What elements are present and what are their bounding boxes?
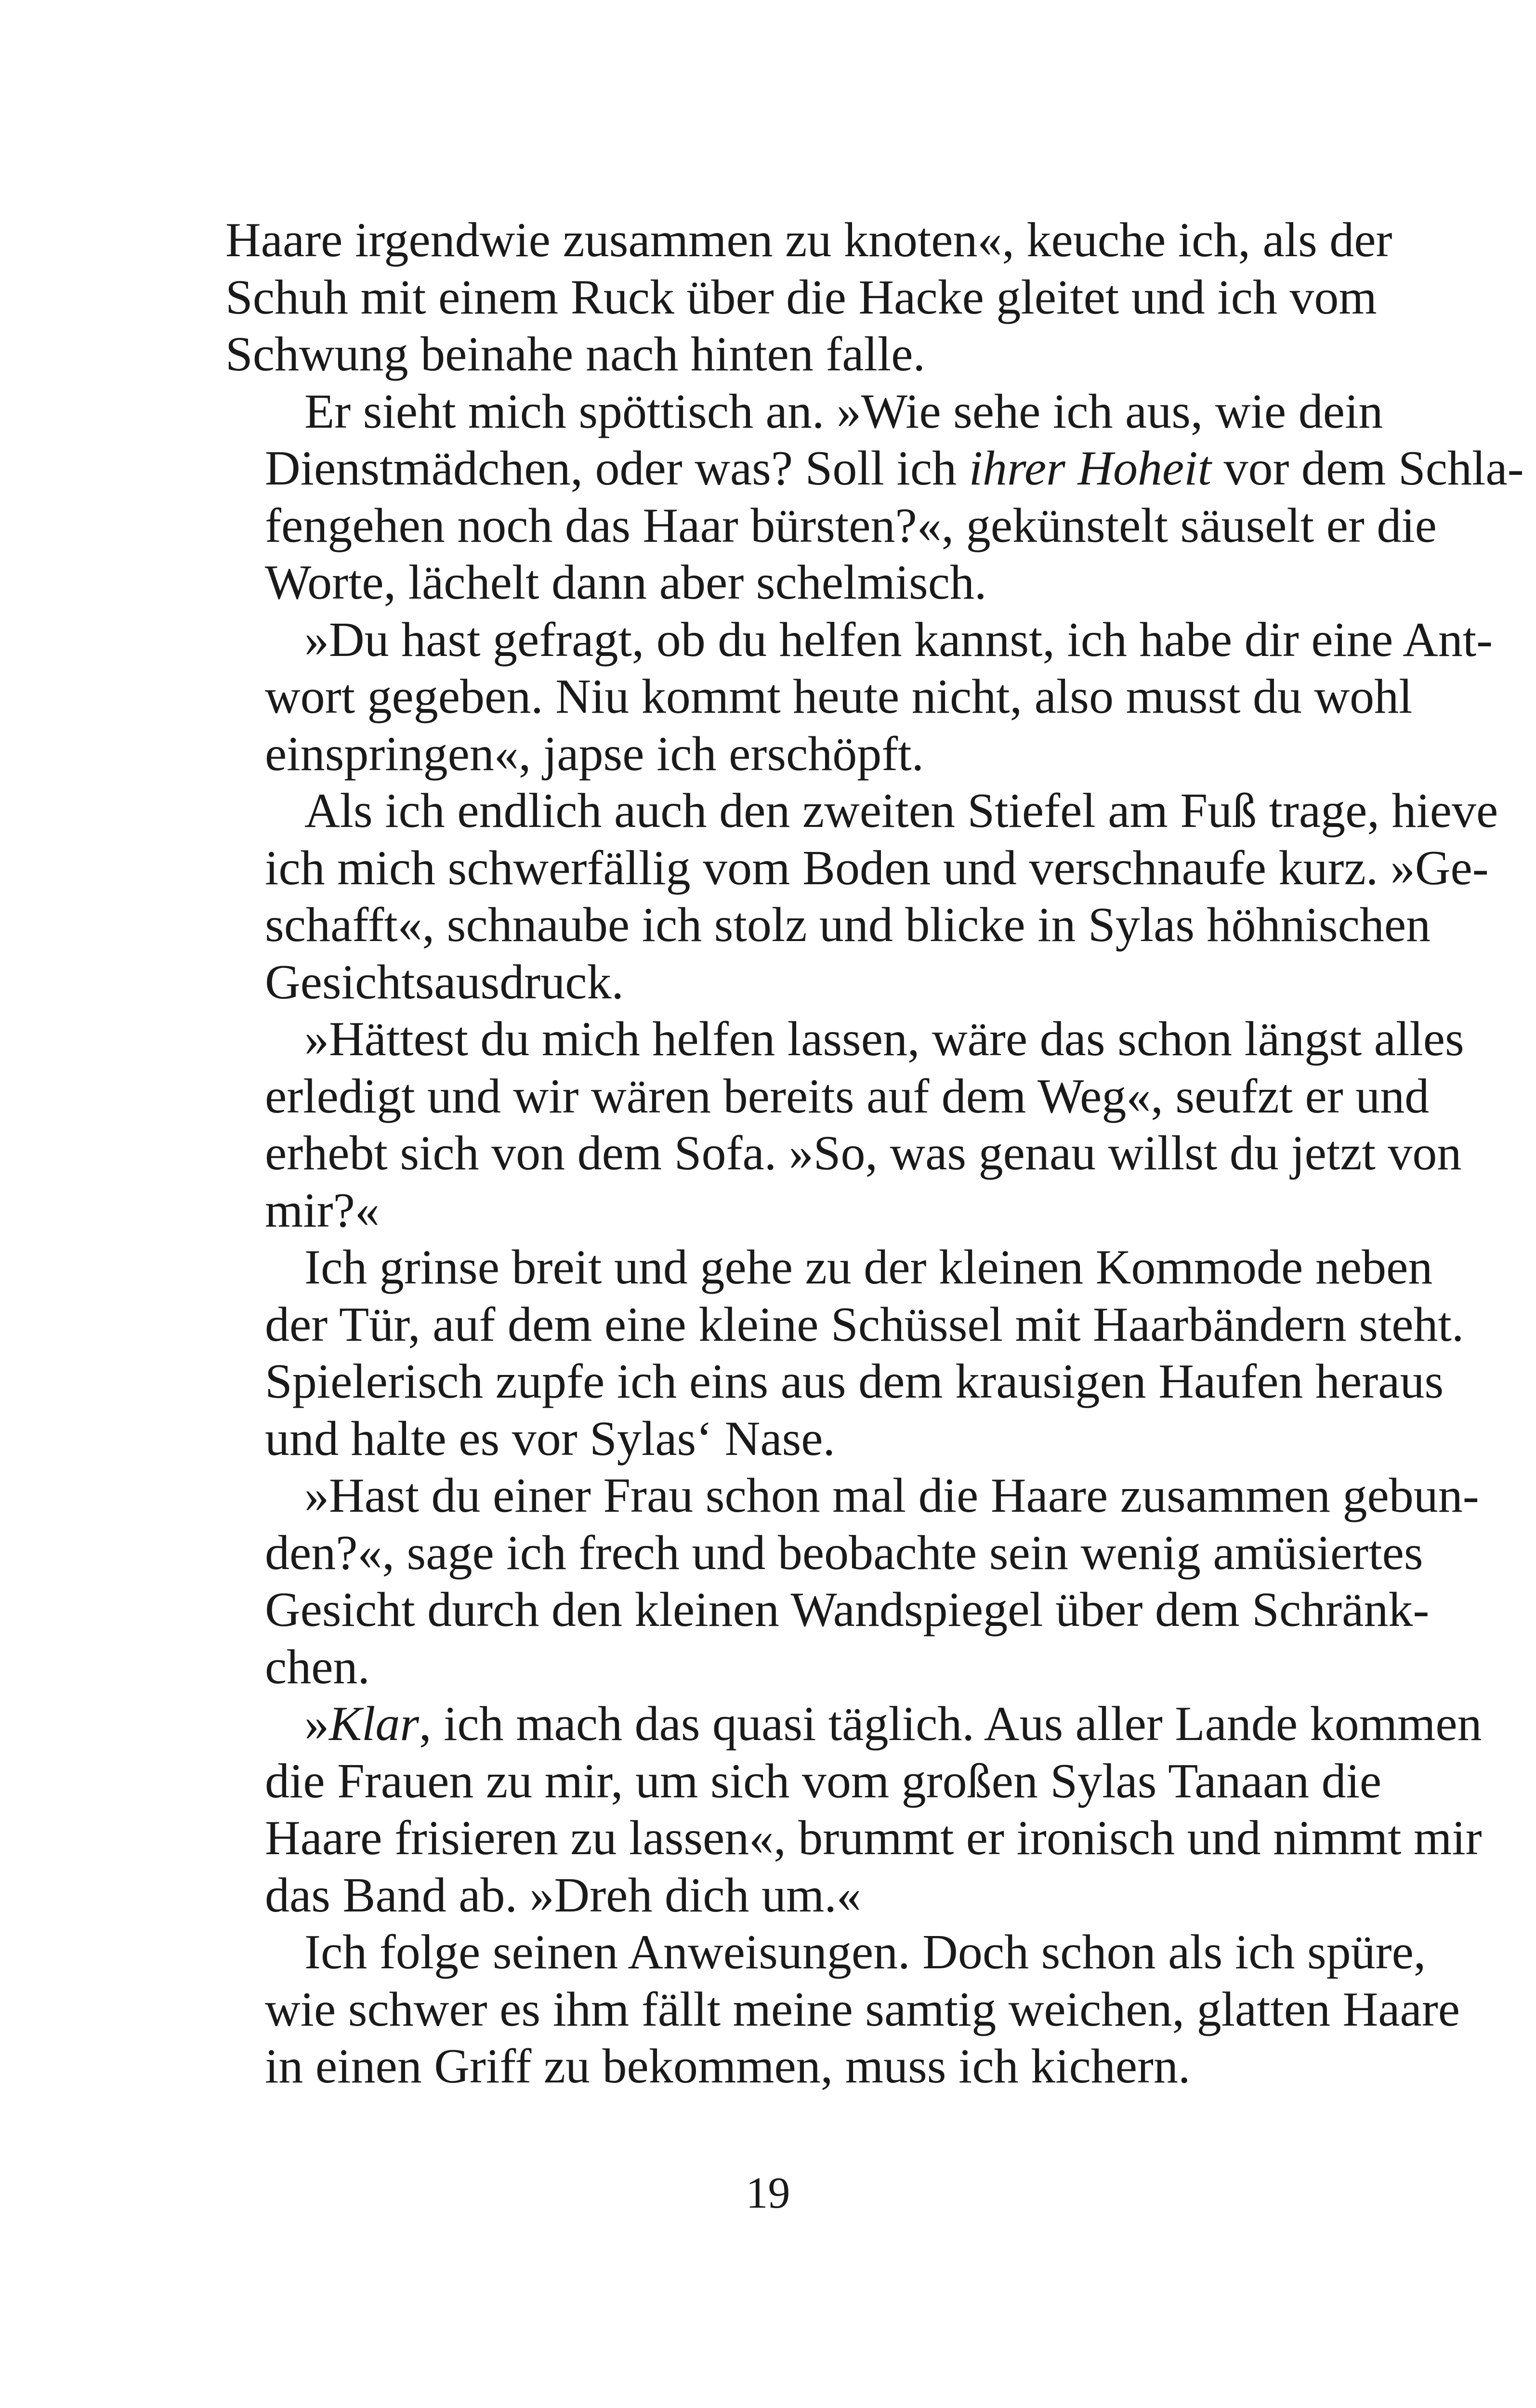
text-line: Haare frisieren zu lassen«, brummt er ironisch und nimmt mir — [265, 1811, 1482, 1865]
text-line: erhebt sich von dem Sofa. »So, was genau willst du jetzt von — [265, 1126, 1462, 1180]
text-line: Ich grinse breit und gehe zu der kleinen Kommode neben — [304, 1240, 1433, 1295]
text-line: Worte, lächelt dann aber schelmisch. — [265, 555, 987, 610]
text-line: Gesichtsausdruck. — [265, 955, 624, 1009]
italic-phrase: ihrer Hoheit — [969, 441, 1211, 496]
text-line: chen. — [265, 1639, 370, 1694]
text-line: Als ich endlich auch den zweiten Stiefel am Fuß trage, hieve — [304, 784, 1498, 838]
text-line: »Du hast gefragt, ob du helfen kannst, ich habe dir eine Ant- — [304, 612, 1493, 667]
text-line: der Tür, auf dem eine kleine Schüssel mit Haarbändern steht. — [265, 1297, 1464, 1352]
text-line: die Frauen zu mir, um sich vom großen Sylas Tanaan die — [265, 1754, 1382, 1808]
page-number: 19 — [746, 2168, 790, 2217]
text-line: schafft«, schnaube ich stolz und blicke in Sylas höhnischen — [265, 898, 1431, 952]
text-line: und halte es vor Sylas‘ Nase. — [265, 1411, 836, 1466]
paragraph-5 — [225, 1011, 1464, 1239]
text-line: mir?« — [265, 1183, 380, 1238]
text-line: Er sieht mich spöttisch an. »Wie sehe ich aus, wie dein — [304, 384, 1383, 439]
text-line: »Hättest du mich helfen lassen, wäre das schon längst alles — [304, 1012, 1464, 1066]
text-line: wie schwer es ihm fällt meine samtig weichen, glatten Haare — [265, 1982, 1460, 2037]
text-segment: » — [304, 1697, 329, 1751]
text-line: fengehen noch das Haar bürsten?«, gekünstelt säuselt er die — [265, 498, 1437, 553]
text-segment: , ich mach das quasi täglich. Aus aller Lande kommen — [419, 1697, 1482, 1751]
paragraph-4 — [225, 783, 1498, 1011]
paragraph-8 — [225, 1696, 1482, 1924]
text-segment: vor dem Schla- — [1211, 441, 1524, 496]
text-line: Spielerisch zupfe ich eins aus dem krausigen Haufen heraus — [265, 1354, 1444, 1409]
text-line: in einen Griff zu bekommen, muss ich kichern. — [265, 2039, 1191, 2094]
paragraph-6 — [225, 1239, 1464, 1467]
text-line: Gesicht durch den kleinen Wandspiegel über dem Schränk- — [265, 1583, 1430, 1637]
paragraph-1 — [225, 212, 1392, 383]
text-line: den?«, sage ich frech und beobachte sein wenig amüsiertes — [265, 1525, 1423, 1580]
paragraph-3 — [225, 612, 1493, 783]
text-line: ich mich schwerfällig vom Boden und verschnaufe kurz. »Ge- — [265, 840, 1489, 895]
paragraph-7 — [225, 1467, 1479, 1696]
text-line: »Hast du einer Frau schon mal die Haare zusammen gebun- — [304, 1468, 1479, 1523]
paragraph-9 — [225, 1924, 1460, 2095]
text-line: einspringen«, japse ich erschöpft. — [265, 726, 924, 781]
text-line — [225, 440, 1524, 497]
text-line: Haare irgendwie zusammen zu knoten«, keuche ich, als der — [225, 213, 1392, 267]
paragraph-2 — [225, 383, 1524, 612]
italic-phrase: Klar — [329, 1697, 420, 1751]
body-text — [225, 212, 1524, 2095]
text-line: Schwung beinahe nach hinten falle. — [225, 327, 926, 381]
text-line — [225, 1696, 1482, 1753]
text-line: wort gegeben. Niu kommt heute nicht, also musst du wohl — [265, 669, 1413, 724]
text-line: das Band ab. »Dreh dich um.« — [265, 1868, 861, 1923]
text-line: Ich folge seinen Anweisungen. Doch schon als ich spüre, — [304, 1925, 1426, 1979]
text-line: Schuh mit einem Ruck über die Hacke gleitet und ich vom — [225, 270, 1377, 325]
text-line: erledigt und wir wären bereits auf dem Weg«, seufzt er und — [265, 1069, 1430, 1124]
text-segment: Dienstmädchen, oder was? Soll ich — [265, 441, 969, 496]
